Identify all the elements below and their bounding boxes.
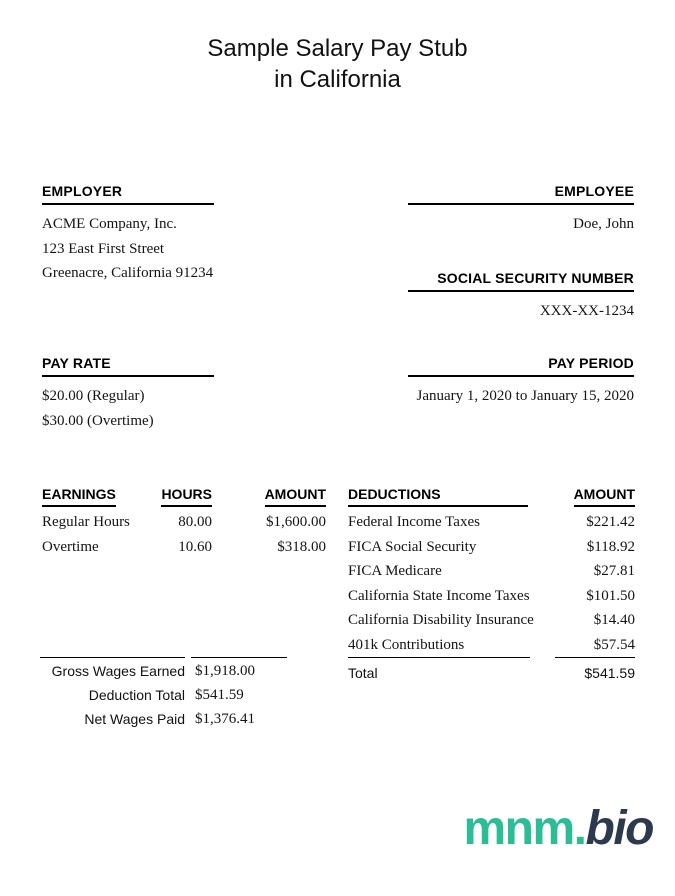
table-row xyxy=(348,608,635,633)
table-row xyxy=(348,510,635,535)
summary-row xyxy=(40,683,330,708)
wages-summary xyxy=(40,657,330,732)
employer-section xyxy=(42,184,214,286)
deduction-total-label: Deduction Total xyxy=(88,686,185,703)
table-row xyxy=(42,535,326,560)
deduction-row-label: California State Income Taxes xyxy=(348,587,530,604)
deduction-row-label: FICA Social Security xyxy=(348,538,477,555)
deductions-total-row xyxy=(348,657,635,685)
pay-period-header: PAY PERIOD xyxy=(408,356,634,377)
employee-section xyxy=(408,184,634,237)
deduction-row-amount: $57.54 xyxy=(593,636,635,653)
logo-part-bio: bio xyxy=(585,802,653,855)
deduction-row-amount: $118.92 xyxy=(586,538,635,555)
summary-row xyxy=(40,707,330,732)
document-title-line1: Sample Salary Pay Stub xyxy=(207,35,468,62)
ssn-value: XXX-XX-1234 xyxy=(539,303,634,319)
mnm-bio-logo xyxy=(464,799,654,859)
pay-period-value: January 1, 2020 to January 15, 2020 xyxy=(416,388,634,404)
gross-wages-label: Gross Wages Earned xyxy=(40,657,185,683)
earnings-col-header: EARNINGS xyxy=(42,487,116,507)
deduction-row-label: 401k Contributions xyxy=(348,636,465,653)
deduction-total-value: $541.59 xyxy=(195,686,244,703)
pay-rate-overtime: $30.00 (Overtime) xyxy=(42,412,154,429)
deductions-total-label: Total xyxy=(348,657,530,685)
ssn-section xyxy=(408,271,634,324)
earnings-row-amount: $318.00 xyxy=(277,538,326,555)
pay-rate-regular: $20.00 (Regular) xyxy=(42,388,145,404)
pay-period-section xyxy=(408,356,634,409)
earnings-row-hours: 80.00 xyxy=(178,514,212,530)
employee-name: Doe, John xyxy=(573,216,634,232)
document-title xyxy=(0,33,675,95)
logo-part-mnm: mnm. xyxy=(463,802,586,855)
earnings-row-amount: $1,600.00 xyxy=(266,514,326,530)
deductions-amount-col-header: AMOUNT xyxy=(574,487,635,507)
deduction-row-label: FICA Medicare xyxy=(348,563,442,579)
employer-header: EMPLOYER xyxy=(42,184,214,205)
earnings-row-hours: 10.60 xyxy=(178,538,212,555)
deduction-row-label: California Disability Insurance xyxy=(348,612,534,628)
earnings-row-label: Regular Hours xyxy=(42,514,130,530)
ssn-header: SOCIAL SECURITY NUMBER xyxy=(408,271,634,292)
earnings-table xyxy=(42,487,326,559)
employer-name: ACME Company, Inc. xyxy=(42,216,177,232)
deduction-row-amount: $221.42 xyxy=(586,514,635,530)
hours-col-header: HOURS xyxy=(161,487,212,507)
table-row xyxy=(42,510,326,535)
deduction-row-amount: $14.40 xyxy=(593,612,635,628)
net-wages-label: Net Wages Paid xyxy=(84,711,185,727)
earnings-row-label: Overtime xyxy=(42,538,99,555)
employee-header: EMPLOYEE xyxy=(408,184,634,205)
deductions-table xyxy=(348,487,635,685)
table-row xyxy=(348,584,635,609)
gross-wages-value: $1,918.00 xyxy=(191,657,287,683)
table-row xyxy=(348,559,635,584)
pay-rate-header: PAY RATE xyxy=(42,356,214,377)
amount-col-header: AMOUNT xyxy=(265,487,326,507)
pay-rate-section xyxy=(42,356,214,433)
net-wages-value: $1,376.41 xyxy=(195,711,255,727)
summary-row xyxy=(40,657,330,683)
deductions-col-header: DEDUCTIONS xyxy=(348,487,528,507)
earnings-table-header xyxy=(42,487,326,507)
deduction-row-amount: $27.81 xyxy=(593,563,635,579)
table-row xyxy=(348,633,635,658)
deduction-row-amount: $101.50 xyxy=(586,587,635,604)
employer-address-line2: Greenacre, California 91234 xyxy=(42,265,214,281)
table-row xyxy=(348,535,635,560)
employer-address-line1: 123 East First Street xyxy=(42,240,165,257)
document-title-line2: in California xyxy=(274,66,401,93)
deductions-table-header xyxy=(348,487,635,507)
deductions-total-amount: $541.59 xyxy=(555,657,635,685)
deduction-row-label: Federal Income Taxes xyxy=(348,514,480,530)
